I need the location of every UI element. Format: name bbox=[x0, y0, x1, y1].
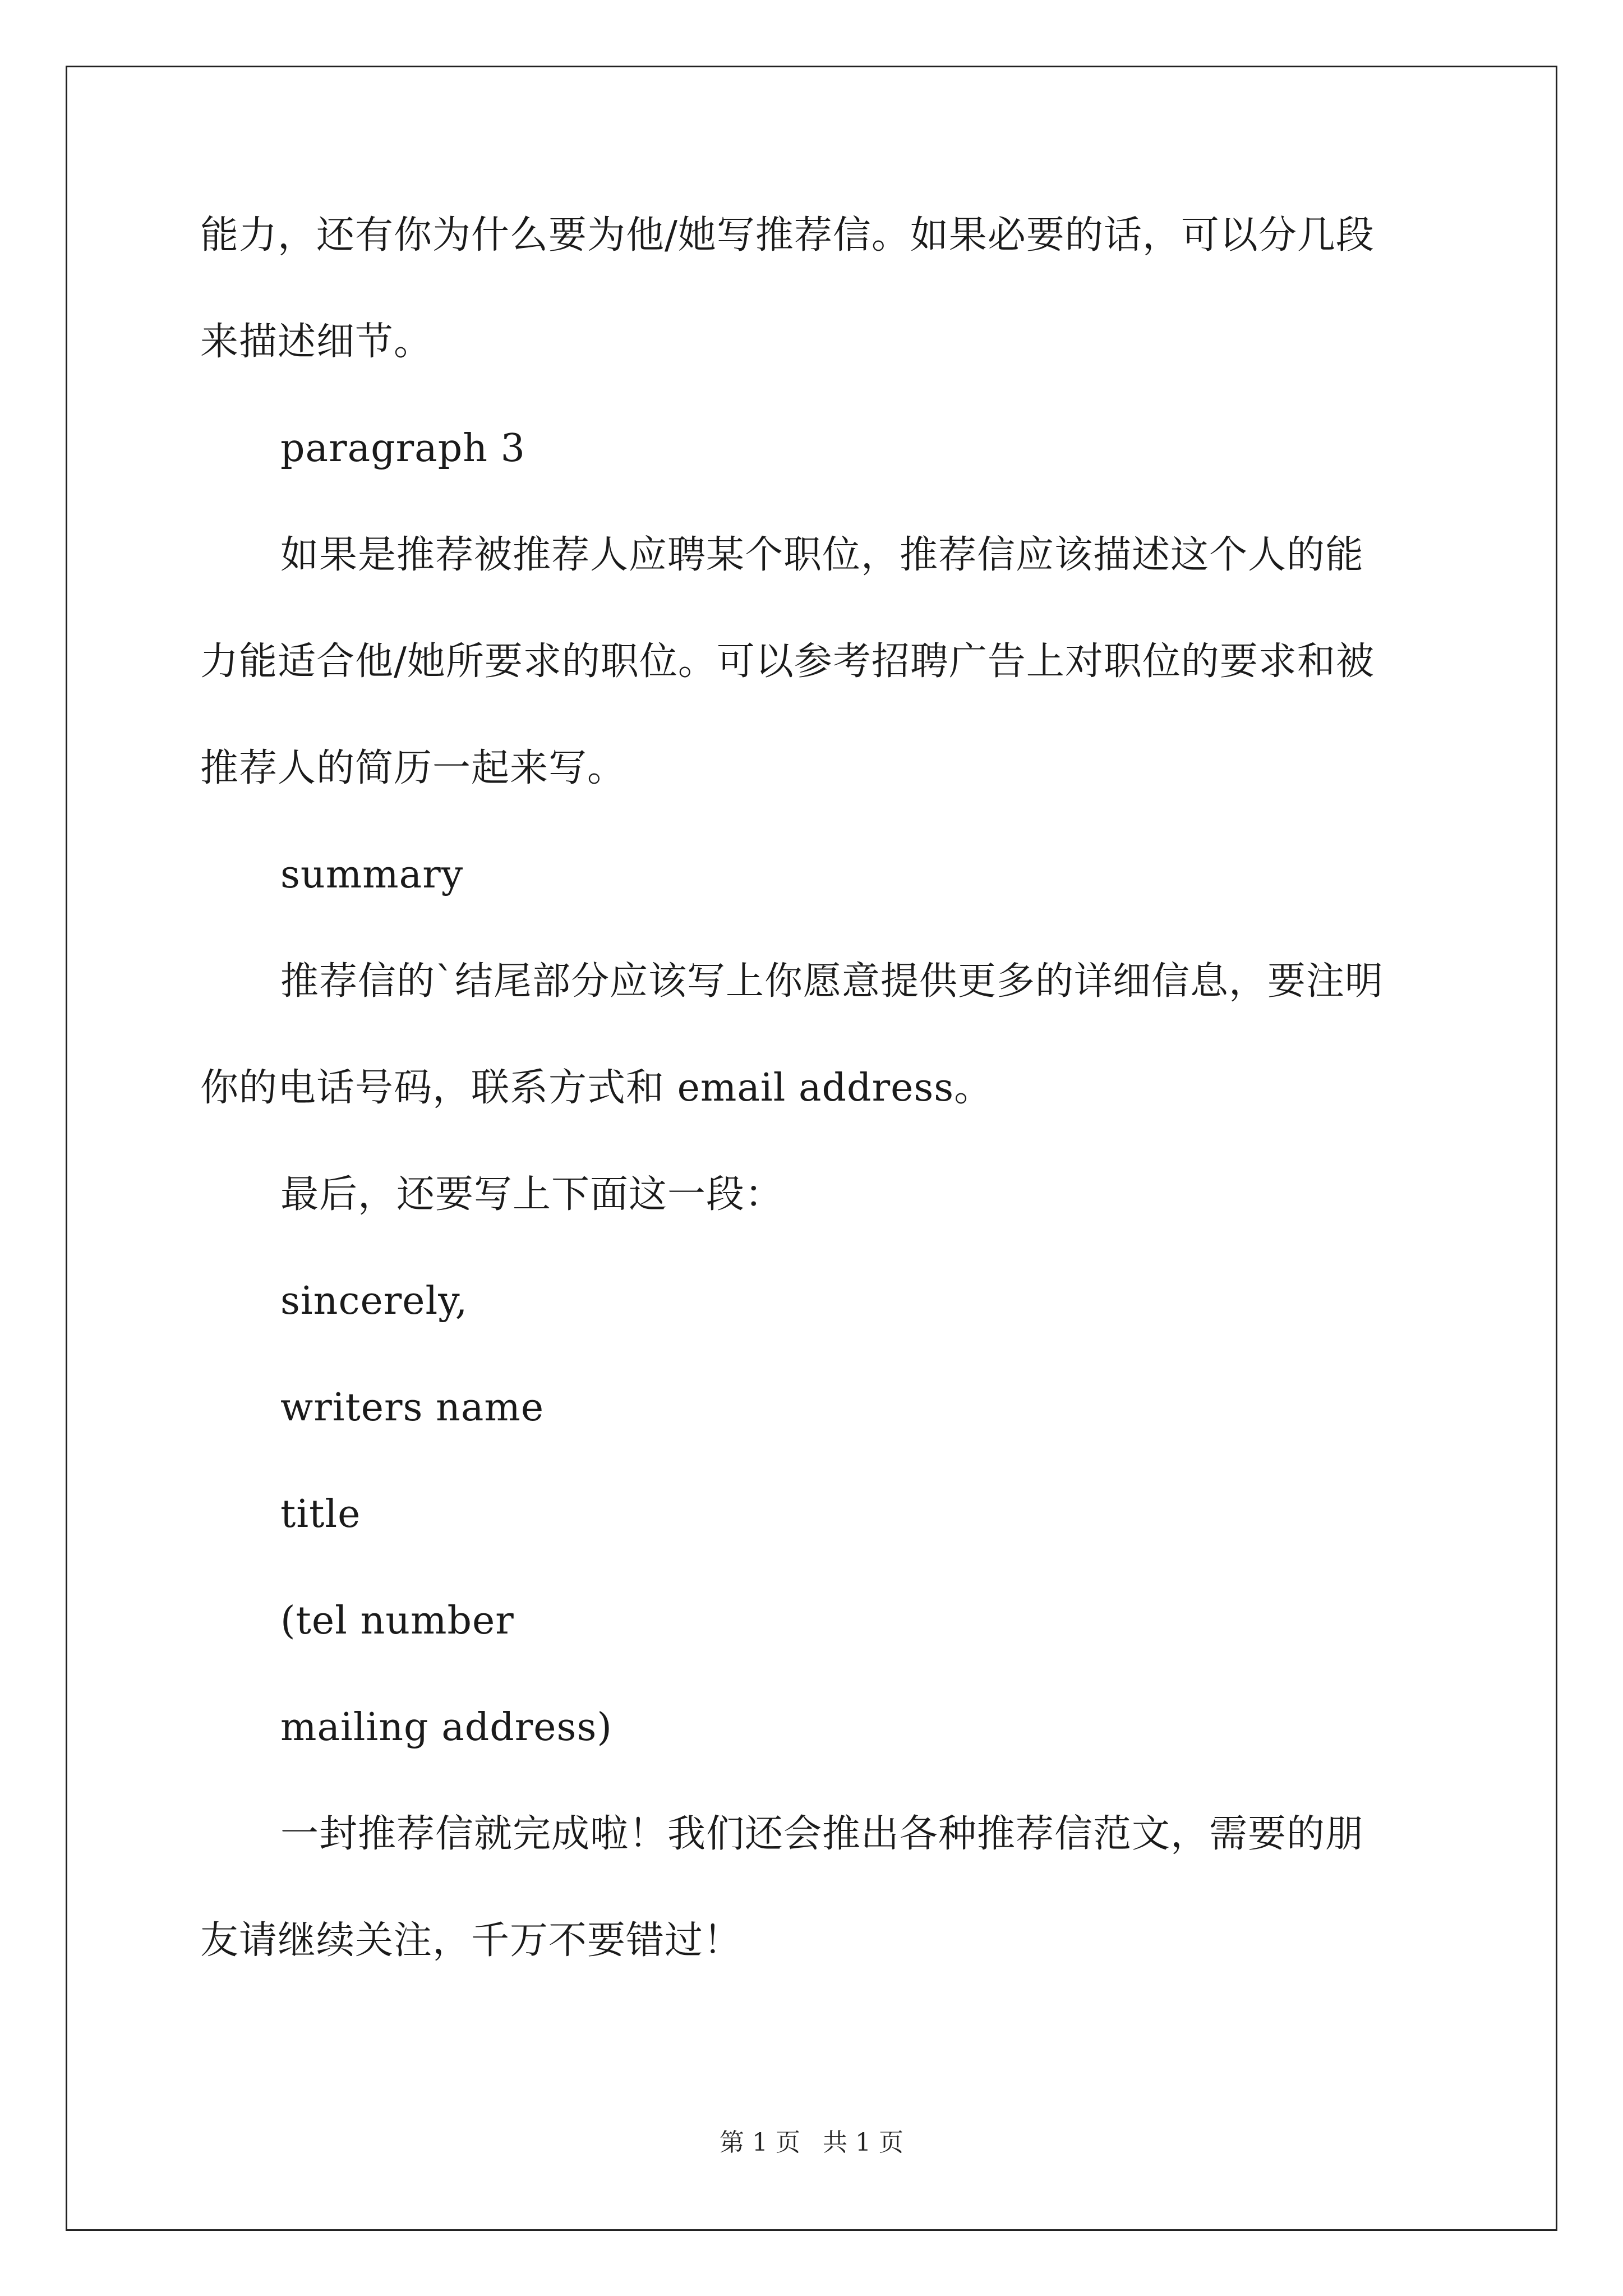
page-footer bbox=[0, 2126, 1623, 2160]
section-heading: paragraph 3 bbox=[280, 426, 525, 471]
text-line: 一封推荐信就完成啦！我们还会推出各种推荐信范文，需要的朋 bbox=[280, 1812, 1364, 1856]
text-line: 推荐信的`结尾部分应该写上你愿意提供更多的详细信息，要注明 bbox=[280, 959, 1384, 1004]
text-line: 友请继续关注，千万不要错过！ bbox=[200, 1918, 743, 1963]
text-line: 来描述细节。 bbox=[200, 320, 433, 364]
signature-line: mailing address) bbox=[280, 1705, 612, 1750]
page-total: 共 1 页 bbox=[823, 2128, 903, 2157]
text-line: 力能适合他/她所要求的职位。可以参考招聘广告上对职位的要求和被 bbox=[200, 639, 1375, 684]
section-heading: summary bbox=[280, 853, 464, 897]
signature-line: (tel number bbox=[280, 1599, 514, 1643]
text-line: 推荐人的简历一起来写。 bbox=[200, 746, 626, 790]
text-line: 最后，还要写上下面这一段： bbox=[280, 1172, 784, 1217]
page-number: 第 1 页 bbox=[720, 2128, 800, 2157]
signature-line: writers name bbox=[280, 1386, 545, 1430]
text-line: 能力，还有你为什么要为他/她写推荐信。如果必要的话，可以分几段 bbox=[200, 213, 1375, 257]
text-line: 如果是推荐被推荐人应聘某个职位，推荐信应该描述这个人的能 bbox=[280, 533, 1364, 577]
page-border bbox=[66, 66, 1557, 2231]
signature-line: sincerely, bbox=[280, 1279, 468, 1323]
text-line: 你的电话号码，联系方式和 email address。 bbox=[200, 1066, 993, 1110]
signature-line: title bbox=[280, 1492, 361, 1536]
